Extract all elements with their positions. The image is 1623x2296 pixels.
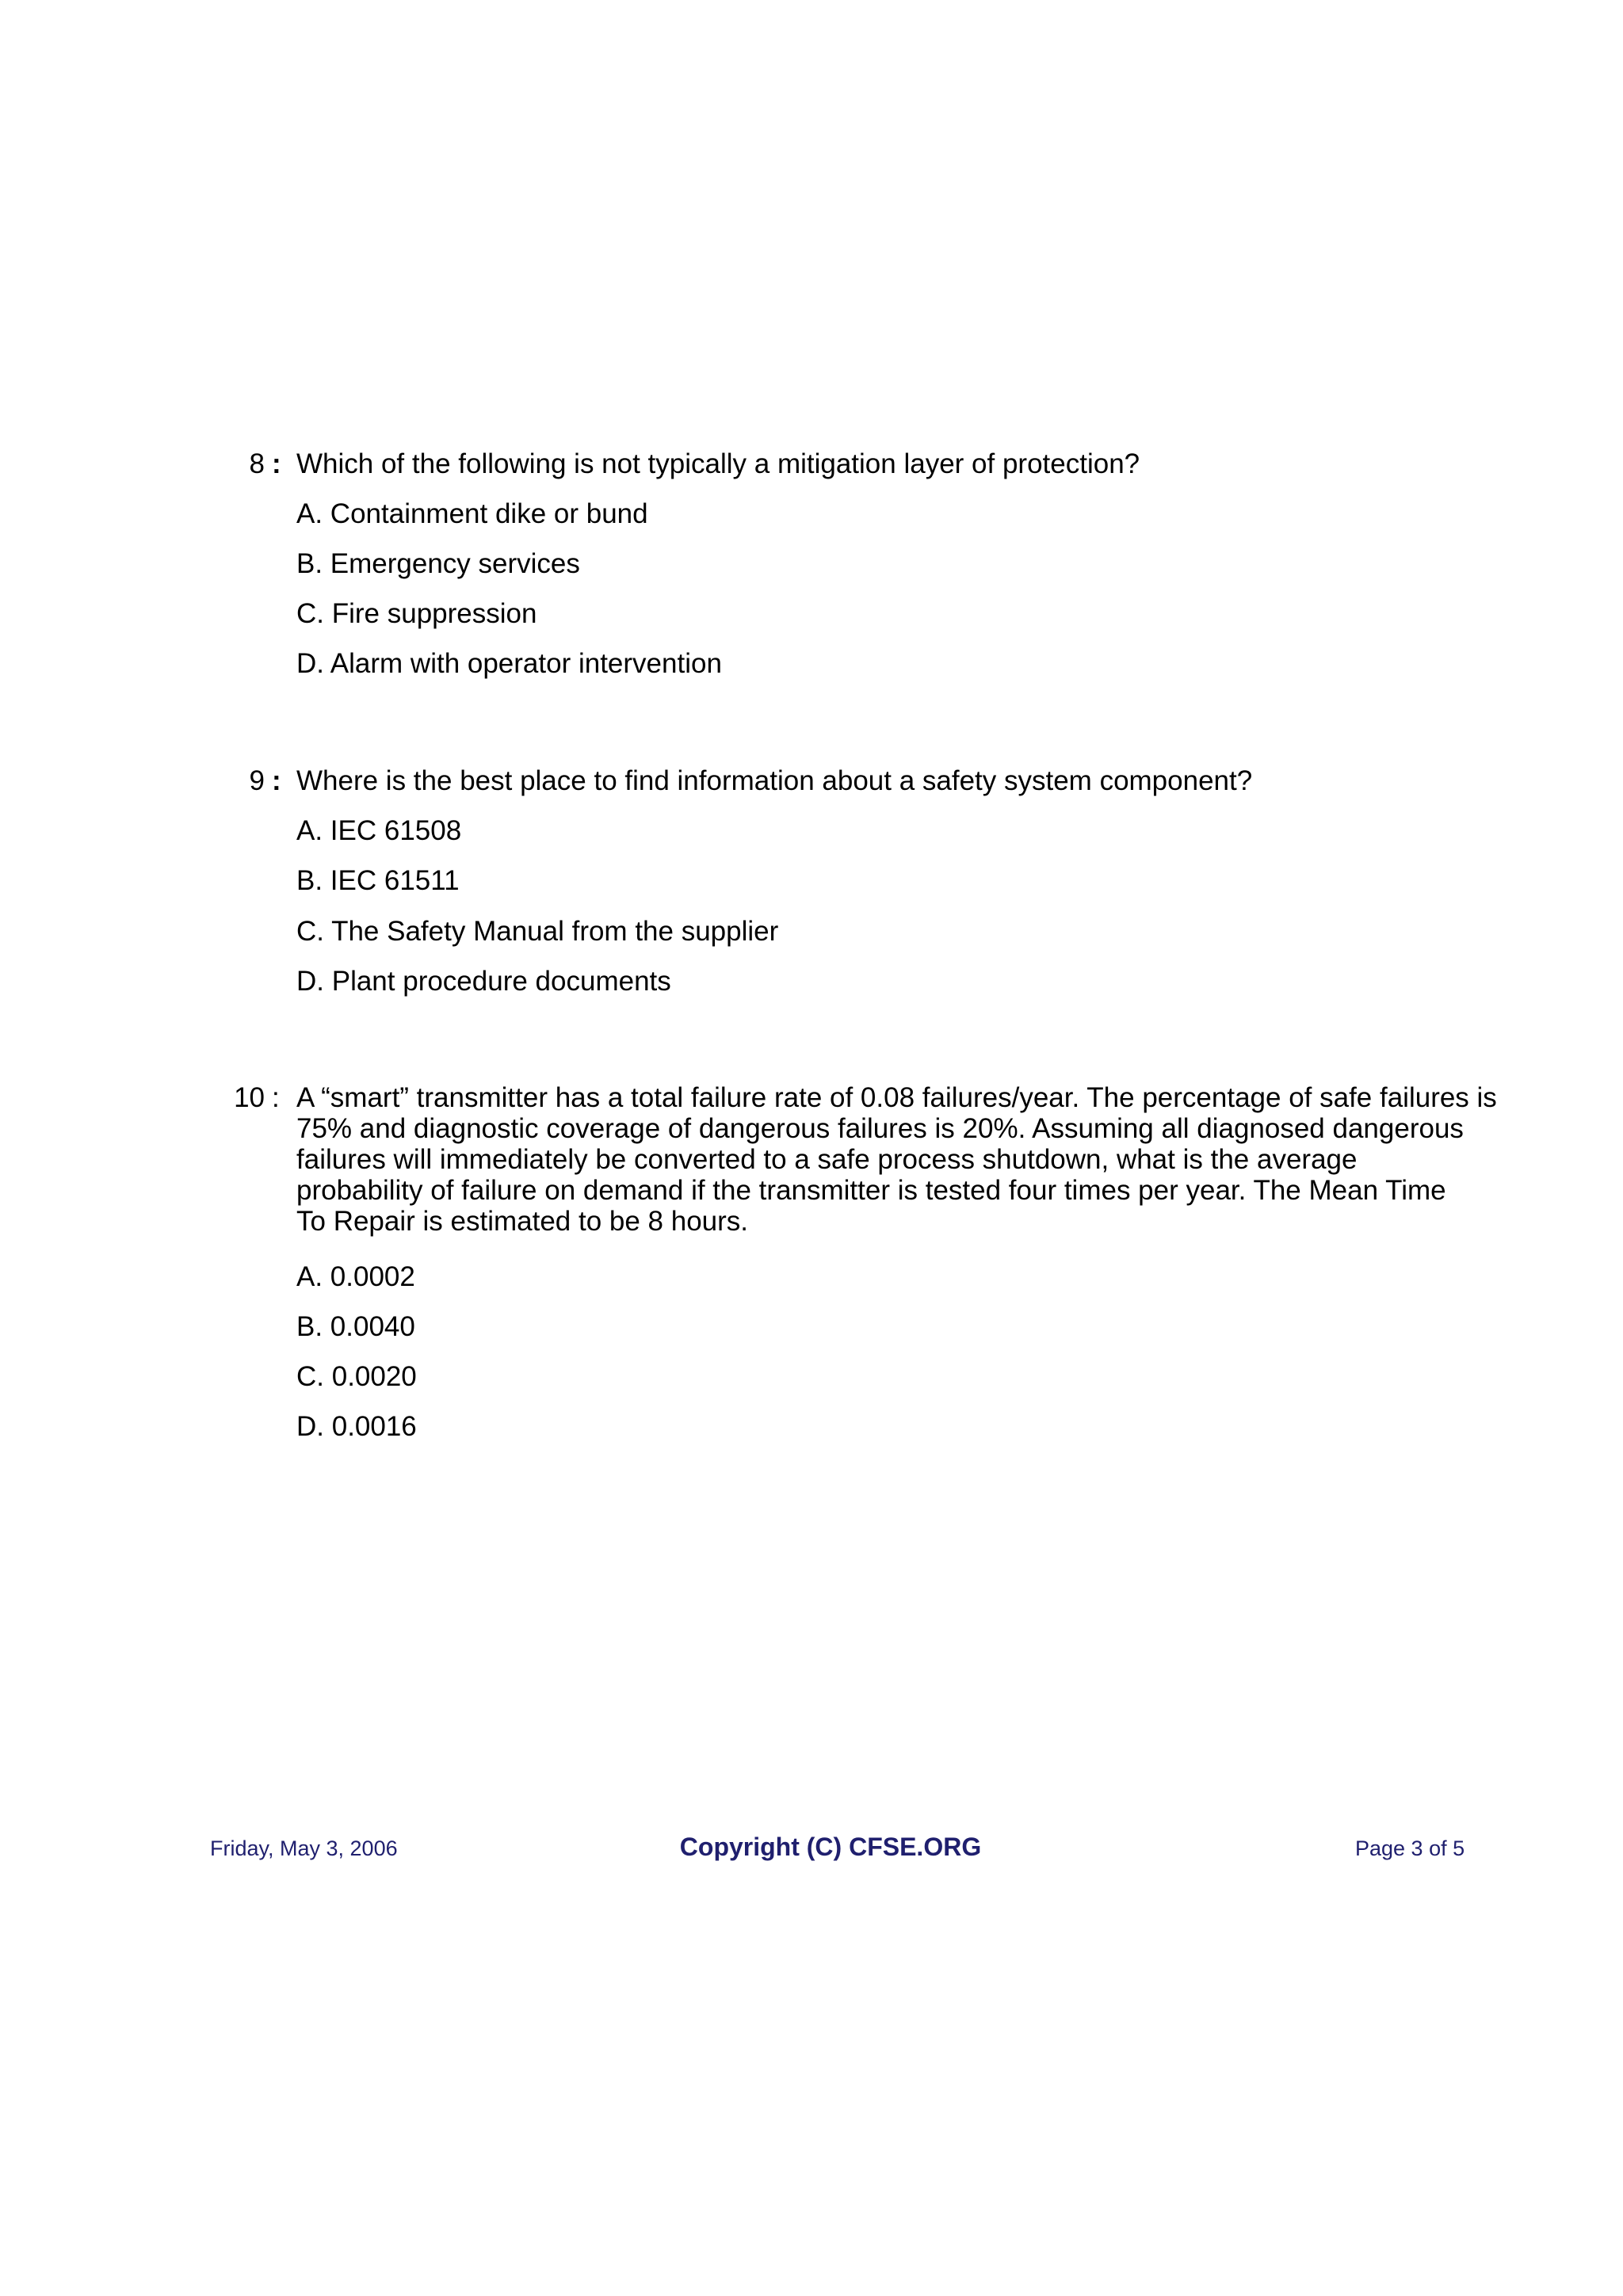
option-a: A. IEC 61508 [296,815,462,846]
option-a: A. Containment dike or bund [296,498,648,529]
question-number: 10 [234,1082,265,1113]
option-b: B. 0.0040 [296,1311,415,1342]
option-c: C. Fire suppression [296,598,537,629]
option-d: D. Alarm with operator intervention [296,648,722,679]
option-c: C. The Safety Manual from the supplier [296,916,779,947]
question-text-line: 75% and diagnostic coverage of dangerous failures is 20%. Assuming all diagnosed dangerous [296,1113,1464,1144]
question-number: 9 [249,765,265,796]
question-text-line: probability of failure on demand if the transmitter is tested four times per year. The Mean Time [296,1175,1446,1206]
question-text: Where is the best place to find information about a safety system component? [296,765,1253,796]
question-text: Which of the following is not typically a mitigation layer of protection? [296,448,1140,479]
question-text-line: failures will immediately be converted to a safe process shutdown, what is the average [296,1144,1358,1175]
footer-copyright: Copyright (C) CFSE.ORG [679,1833,982,1861]
question-text-line: To Repair is estimated to be 8 hours. [296,1206,749,1237]
footer-date: Friday, May 3, 2006 [210,1836,398,1860]
footer-page-number: Page 3 of 5 [1355,1836,1465,1860]
question-text-line: A “smart” transmitter has a total failure rate of 0.08 failures/year. The percentage of safe failures is [296,1082,1497,1113]
option-c: C. 0.0020 [296,1361,417,1392]
option-a: A. 0.0002 [296,1261,415,1292]
question-separator: : [272,765,281,796]
option-d: D. Plant procedure documents [296,966,671,997]
question-separator: : [272,448,281,479]
option-b: B. Emergency services [296,548,580,579]
option-b: B. IEC 61511 [296,865,460,896]
option-d: D. 0.0016 [296,1411,417,1442]
question-number: 8 [249,448,265,479]
question-separator: : [272,1082,280,1113]
